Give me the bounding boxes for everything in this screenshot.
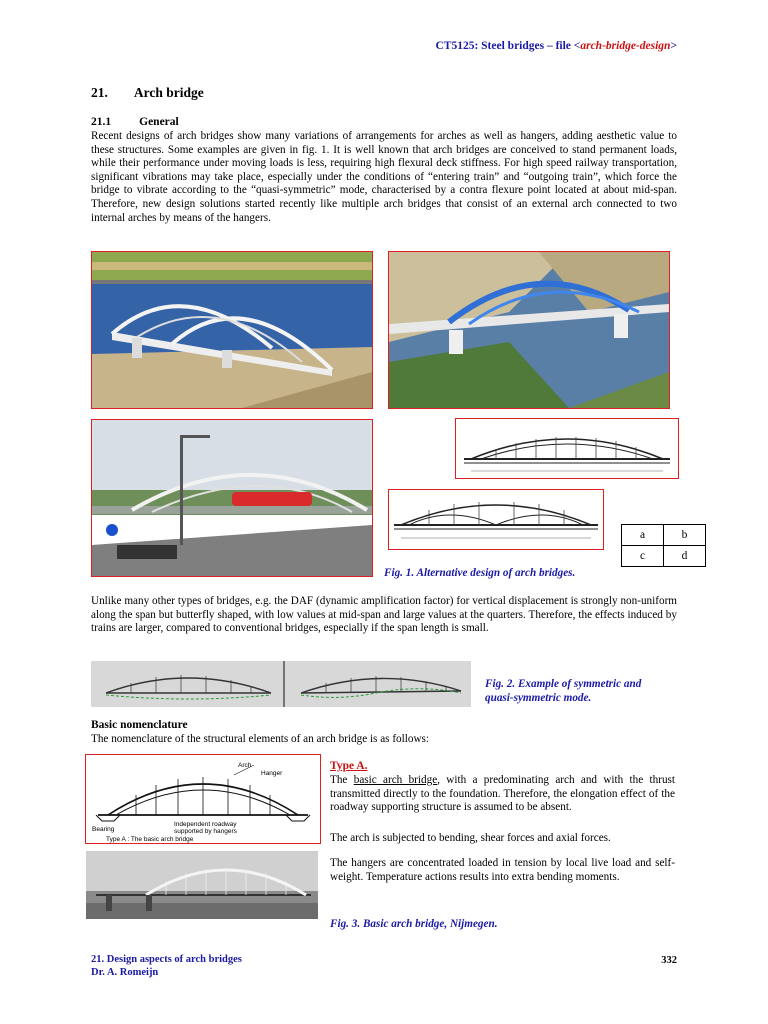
grid-cell: b [664, 525, 706, 546]
fig2-caption-line2: quasi-symmetric mode. [485, 692, 592, 704]
type-a-title: Type A. [330, 760, 368, 772]
mode-shapes-figure [91, 661, 471, 707]
figure-layout-grid [621, 524, 706, 567]
fig2-caption [485, 677, 641, 705]
photo-nijmegen-bridge [86, 851, 318, 919]
fig1-caption: Fig. 1. Alternative design of arch bridges. [384, 567, 576, 579]
grid-cell: a [622, 525, 664, 546]
type-a-p1-pre: The [330, 774, 354, 786]
header-file-name: arch-bridge-design [580, 40, 671, 52]
label-roadway-1: Independent roadway [174, 821, 237, 828]
footer [91, 953, 242, 979]
label-arch: Arch [238, 762, 252, 769]
section-heading [91, 85, 204, 101]
grid-cell: c [622, 546, 664, 567]
header-prefix: CT5125: Steel bridges – file < [435, 40, 581, 52]
section-number: 21. [91, 85, 108, 100]
type-a-paragraph-3: The hangers are concentrated loaded in tension by local live load and self-weight. Temperature actions results into extra bending moments. [330, 857, 675, 883]
photo-white-arch-bridge [91, 251, 373, 409]
grid-cell: d [664, 546, 706, 567]
photo-train-arch-bridge [91, 419, 373, 577]
basic-arch-bridge-term: basic arch bridge [353, 774, 438, 786]
label-roadway-2: supported by hangers [174, 828, 237, 835]
type-a-paragraph-2: The arch is subjected to bending, shear forces and axial forces. [330, 832, 611, 844]
photo-blue-arch-bridge [388, 251, 670, 409]
type-a-p1-post: , with a predominating arch and with the thrust transmitted directly to the foundation. Therefore, the elongation effect of the roadway supporting structure is assumed to be absent. [330, 774, 676, 814]
footer-author: Dr. A. Romeijn [91, 967, 159, 978]
label-hanger: Hanger [261, 770, 283, 777]
section-title: Arch bridge [133, 85, 204, 100]
footer-chapter: 21. Design aspects of arch bridges [91, 954, 242, 965]
drawing-multiple-arch-elevation [388, 489, 604, 550]
label-diagram-caption: Type A : The basic arch bridge [106, 836, 194, 843]
fig2-caption-line1: Fig. 2. Example of symmetric and [485, 678, 642, 690]
subsection-heading [91, 116, 179, 128]
quasi-symmetric-mode-drawing [301, 676, 461, 697]
fig3-caption: Fig. 3. Basic arch bridge, Nijmegen. [330, 918, 498, 930]
nomenclature-heading: Basic nomenclature [91, 719, 188, 731]
subsection-number: 21.1 [91, 116, 112, 128]
header-suffix: > [670, 40, 677, 52]
running-header [435, 40, 677, 52]
page-number: 332 [661, 955, 677, 966]
label-bearing: Bearing [92, 826, 115, 833]
paragraph-daf: Unlike many other types of bridges, e.g. the DAF (dynamic amplification factor) for vertical displacement is strongly non-uniform along the span but butterfly shaped, with low values at mid-span and large values at the quarters. Therefore, the effects induced by trains are larger, compared to conventional bridges, especially if the span length is small. [91, 595, 677, 635]
subsection-title: General [139, 116, 179, 128]
symmetric-mode-drawing [106, 675, 271, 699]
type-a-diagram [85, 754, 321, 844]
drawing-arch-elevation-b [455, 418, 679, 479]
type-a-paragraph-1 [330, 774, 675, 815]
nomenclature-intro: The nomenclature of the structural elements of an arch bridge is as follows: [91, 733, 429, 745]
paragraph-general: Recent designs of arch bridges show many variations of arrangements for arches as well as hangers, adding aesthetic value to these structures. Some examples are given in fig. 1. It is well known that arch bridges are conceived to stand permanent loads, while their performance under moving loads is less, requiring high flexural deck stiffness. For high speed railway transportation, significant vibrations may take place, especially under the conditions of “entering train” and “outgoing train”, which force the bridge to vibrate according to the “quasi-symmetric” mode, characterised by a contra flexure point located at about mid-span. Therefore, new design solutions started recently like multiple arch bridges that consist of an external arch connected to two internal arches by means of the hangers. [91, 130, 677, 224]
